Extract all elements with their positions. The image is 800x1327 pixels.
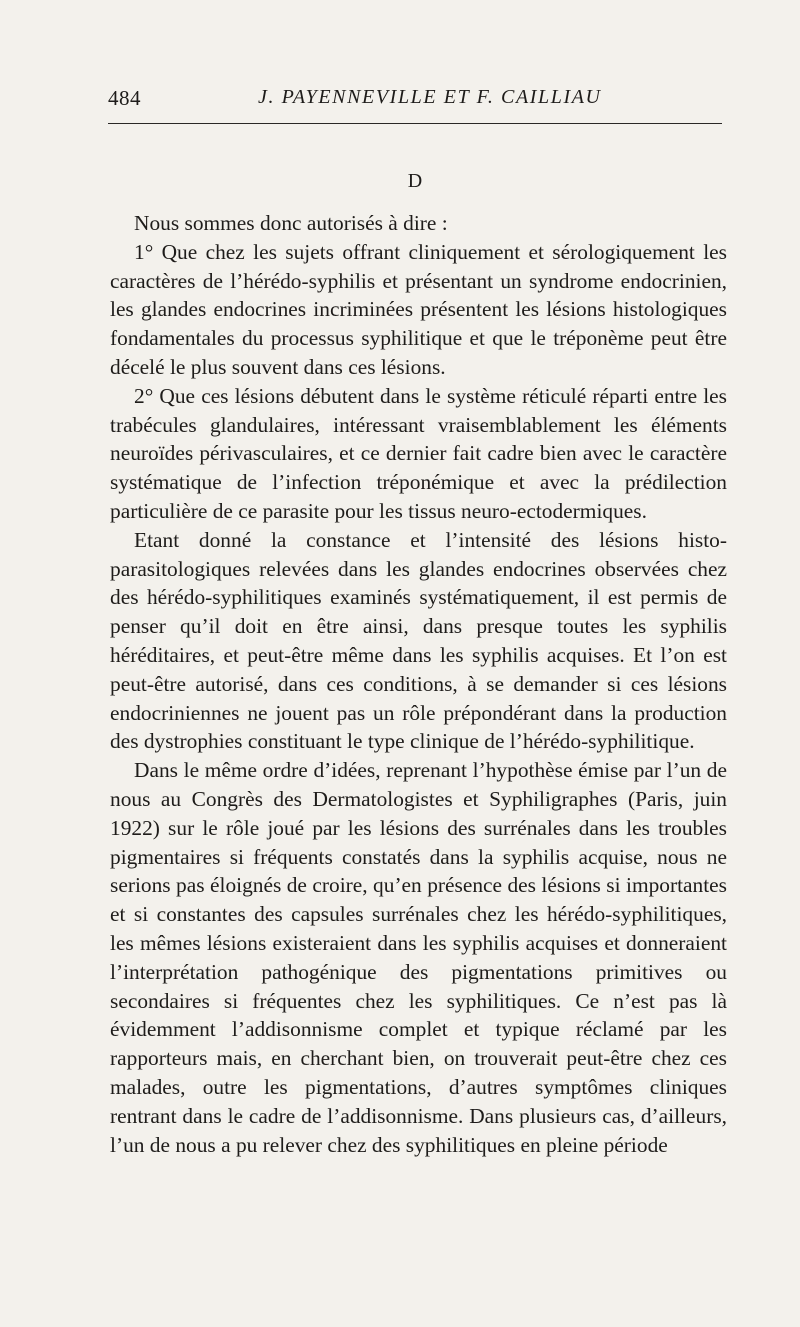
paragraph-surrenales: Dans le même ordre d’idées, reprenant l’hypothèse émise par l’un de nous au Congrès des Dermatologistes et Syphiligraphes (Paris, juin 1922) sur le rôle joué par les lésions des surrénales dans les troubles pigmentaires si fréquents constatés dans la syphilis acquise, nous ne serions pas éloignés de croire, qu’en présence des lésions si importantes et si constantes des capsules surrénales chez les hérédo-syphilitiques, les mêmes lésions existeraient dans les syphilis acquises et donneraient l’interprétation pathogénique des pigmentations primitives ou secondaires si fréquentes chez les syphilitiques. Ce n’est pas là évidemment l’addisonnisme complet et typique réclamé par les rapporteurs mais, en cherchant bien, on trouverait peut-être chez ces malades, outre les pigmentations, d’autres symptômes cliniques rentrant dans le cadre de l’addisonnisme. Dans plusieurs cas, d’ailleurs, l’un de nous a pu relever chez des syphilitiques en pleine période: [110, 758, 727, 1157]
page-header: [108, 86, 722, 116]
page-number: 484: [108, 86, 141, 110]
paragraph-intro: Nous sommes donc autorisés à dire :: [134, 211, 448, 235]
body-text: [110, 209, 727, 1159]
section-heading: D: [407, 170, 423, 192]
header-rule: [108, 123, 722, 124]
running-head: J. PAYENNEVILLE ET F. CAILLIAU: [258, 86, 602, 108]
paragraph-point-1: 1° Que chez les sujets offrant cliniquement et sérologiquement les caractères de l’hérédo-syphilis et présentant un syndrome endocrinien, les glandes endocrines incriminées présentent les lésions histologiques fondamentales du processus syphilitique et que le tréponème peut être décelé le plus souvent dans ces lésions.: [110, 239, 727, 379]
paragraph-constance: Etant donné la constance et l’intensité des lésions histo-parasitologiques relevées dans les glandes endocrines observées chez des hérédo-syphilitiques examinés systématiquement, il est permis de penser qu’il doit en être ainsi, dans presque toutes les syphilis héréditaires, et peut-être même dans les syphilis acquises. Et l’on est peut-être autorisé, dans ces conditions, à se demander si ces lésions endocriniennes ne jouent pas un rôle prépondérant dans la production des dystrophies constituant le type clinique de l’hérédo-syphilitique.: [110, 527, 727, 754]
paragraph-point-2: 2° Que ces lésions débutent dans le système réticulé réparti entre les trabécules glandulaires, intéressant vraisemblablement les éléments neuroïdes périvasculaires, et ce dernier fait cadre bien avec le caractère systématique de l’infection tréponémique et avec la prédilection particulière de ce parasite pour les tissus neuro-ectodermiques.: [110, 383, 727, 523]
